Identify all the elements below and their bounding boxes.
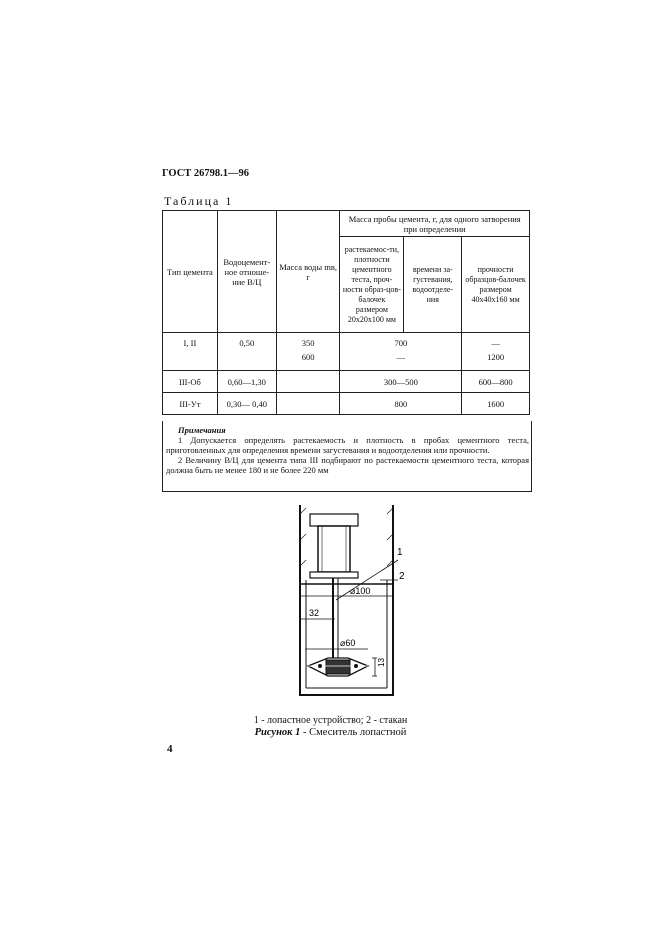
cell-strength: 1600 xyxy=(462,393,530,415)
dimension-13-label: 13 xyxy=(377,658,386,667)
header-type: Тип цемента xyxy=(163,211,218,333)
table-row xyxy=(163,393,530,415)
callout-2: 2 xyxy=(399,571,405,582)
cell-value-line: 700 xyxy=(394,338,408,348)
cell-value-line: 1200 xyxy=(487,352,505,362)
dimension-60-label: ⌀60 xyxy=(340,638,356,648)
document-header: ГОСТ 26798.1—96 xyxy=(162,168,250,179)
cell-type: III-Ут xyxy=(163,393,218,415)
cell-spread-time xyxy=(340,333,462,371)
header-mass-group: Масса пробы цемента, г, для одного затворения при определении xyxy=(340,211,530,237)
cell-water xyxy=(276,393,340,415)
cell-wc: 0,50 xyxy=(217,333,276,371)
callout-1: 1 xyxy=(397,547,403,558)
cell-water-line: 350 xyxy=(301,338,315,348)
header-wc: Водоцемент-ное отноше-ние В/Ц xyxy=(217,211,276,333)
cell-wc: 0,30— 0,40 xyxy=(217,393,276,415)
dimension-100-label: ⌀100 xyxy=(350,586,371,596)
cell-value-line: — xyxy=(491,338,500,348)
cell-water xyxy=(276,333,340,371)
cell-water xyxy=(276,371,340,393)
note-2: 2 Величину В/Ц для цемента типа III подбирают по растекаемости цементного теста, которая должна быть не менее 180 и не более 220 мм xyxy=(166,455,529,475)
cell-strength xyxy=(462,333,530,371)
table-row xyxy=(163,333,530,371)
top-flange xyxy=(310,514,358,526)
figure-caption-prefix: Рисунок 1 xyxy=(254,727,301,738)
cell-wc: 0,60—1,30 xyxy=(217,371,276,393)
table-notes xyxy=(162,421,532,492)
table-caption: Таблица 1 xyxy=(164,194,234,208)
header-water: Масса воды mв, г xyxy=(276,211,340,333)
dimension-32-label: 32 xyxy=(309,608,320,618)
cell-strength: 600—800 xyxy=(462,371,530,393)
page-number: 4 xyxy=(167,743,173,755)
mixer-housing xyxy=(318,526,350,572)
cement-table xyxy=(162,210,530,415)
mixer-figure xyxy=(280,500,420,705)
notes-title: Примечания xyxy=(178,425,226,435)
figure-caption xyxy=(0,727,661,738)
figure-caption-text: - Смеситель лопастной xyxy=(300,727,407,738)
cell-type: I, II xyxy=(163,333,218,371)
cell-value-line: — xyxy=(396,352,406,362)
header-time: времени за-густевания, водоотделе-ния xyxy=(404,237,462,333)
cell-spread-time: 800 xyxy=(340,393,462,415)
cell-spread-time: 300—500 xyxy=(340,371,462,393)
note-1: 1 Допускается определять растекаемость и плотность в пробах цементного теста, приготовленных для определения времени загустевания и водоотделения или прочности. xyxy=(166,435,529,455)
table-row xyxy=(163,371,530,393)
figure-legend: 1 - лопастное устройство; 2 - стакан xyxy=(253,715,408,726)
cell-type: III-Об xyxy=(163,371,218,393)
header-strength: прочности образцов-балочек размером 40х40х160 мм xyxy=(462,237,530,333)
header-spread: растекаемос-ти, плотности цементного теста, проч-ности образ-цов-балочек размером 20х20х100 мм xyxy=(340,237,404,333)
bottom-flange xyxy=(310,572,358,578)
cell-water-line: 600 xyxy=(301,352,315,362)
blade-assembly xyxy=(308,658,368,676)
